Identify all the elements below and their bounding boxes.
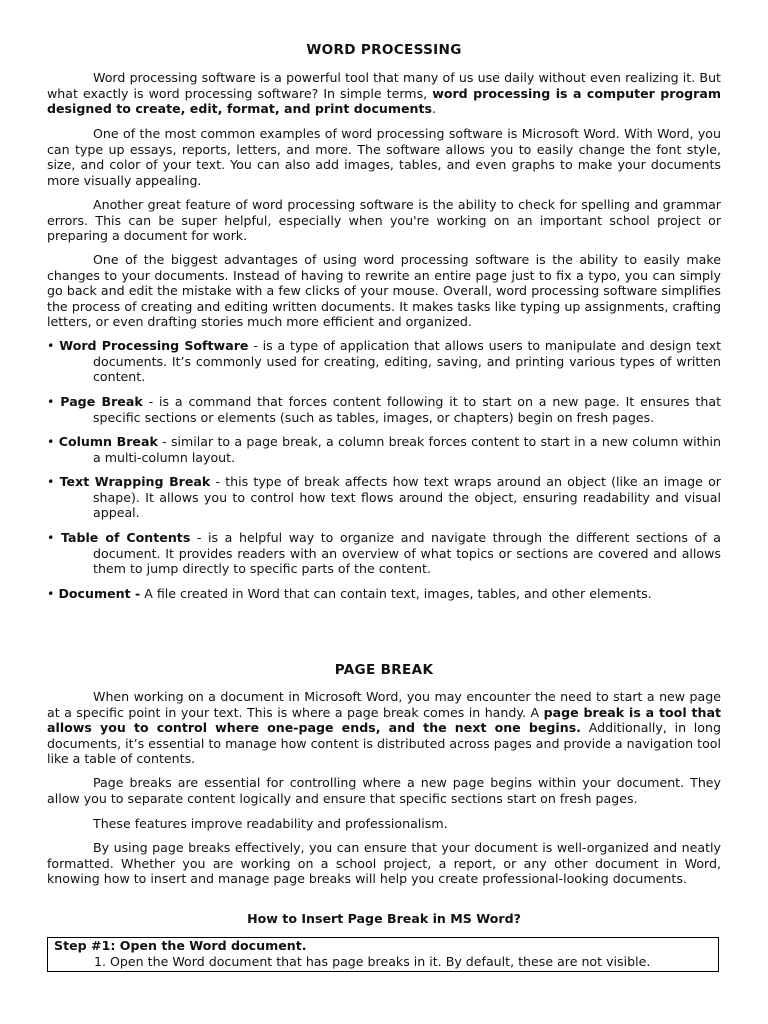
bullet-item: • Document - A file created in Word that can contain text, images, tables, and other elements. [47,586,652,601]
paragraph: One of the biggest advantages of using word processing software is the ability to easily make changes to your documents. Instead of having to rewrite an entire page just to fix a typo, you can simply go back and edit the mistake with a few clicks of your mouse. Overall, word processing software simplifies the process of creating and editing written documents. It makes tasks like typing up assignments, crafting letters, or even drafting stories much more efficient and organized. [47,252,721,329]
paragraph: When working on a document in Microsoft Word, you may encounter the need to start a new page at a specific point in your text. This is where a page break comes in handy. A page break is a tool that allows you to control where one-page ends, and the next one begins. Additionally, in long documents, it’s essential to manage how content is distributed across pages and provide a navigation tool like a table of contents. [47,689,721,766]
bullet-item: • Table of Contents - is a helpful way to organize and navigate through the different sections of a document. It provides readers with an overview of what topics or sections are covered and allows them to jump directly to specific parts of the content. [47,530,721,576]
bullet-item: • Word Processing Software - is a type of application that allows users to manipulate and design text documents. It’s commonly used for creating, editing, saving, and printing various types of written content. [47,338,722,384]
paragraph: One of the most common examples of word processing software is Microsoft Word. With Word, you can type up essays, reports, letters, and more. The software allows you to easily change the font style, size, and color of your text. You can also add images, tables, and even graphs to make your documents more visually appealing. [47,126,721,188]
section-title-page-break: PAGE BREAK [334,662,434,678]
paragraph: Word processing software is a powerful tool that many of us use daily without even realizing it. But what exactly is word processing software? In simple terms, word processing is a computer program designed to create, edit, format, and print documents. [47,70,721,116]
subheading: How to Insert Page Break in MS Word? [247,911,521,926]
paragraph: Another great feature of word processing software is the ability to check for spelling and grammar errors. This can be super helpful, especially when you're working on an important school project or preparing a document for work. [47,197,721,243]
bullet-item: • Page Break - is a command that forces content following it to start on a new page. It ensures that specific sections or elements (such as tables, images, or chapters) begin on fresh pages. [47,394,722,425]
bullet-item: • Text Wrapping Break - this type of break affects how text wraps around an object (like an image or shape). It allows you to control how text flows around the object, ensuring readability and visual appeal. [47,474,721,520]
section-title-word-processing: WORD PROCESSING [306,42,462,58]
step-title: Step #1: Open the Word document. [54,938,307,953]
step-box [47,937,719,972]
paragraph: These features improve readability and professionalism. [93,816,448,831]
bullet-item: • Column Break - similar to a page break, a column break forces content to start in a new column within a multi-column layout. [47,434,722,465]
paragraph: By using page breaks effectively, you can ensure that your document is well-organized and neatly formatted. Whether you are working on a school project, a report, or any other document in Word, knowing how to insert and manage page breaks will help you create professional-looking documents. [47,840,721,886]
step-line: 1. Open the Word document that has page breaks in it. By default, these are not visible. [94,953,651,969]
paragraph: Page breaks are essential for controlling where a new page begins within your document. They allow you to separate content logically and ensure that specific sections start on fresh pages. [47,775,721,806]
